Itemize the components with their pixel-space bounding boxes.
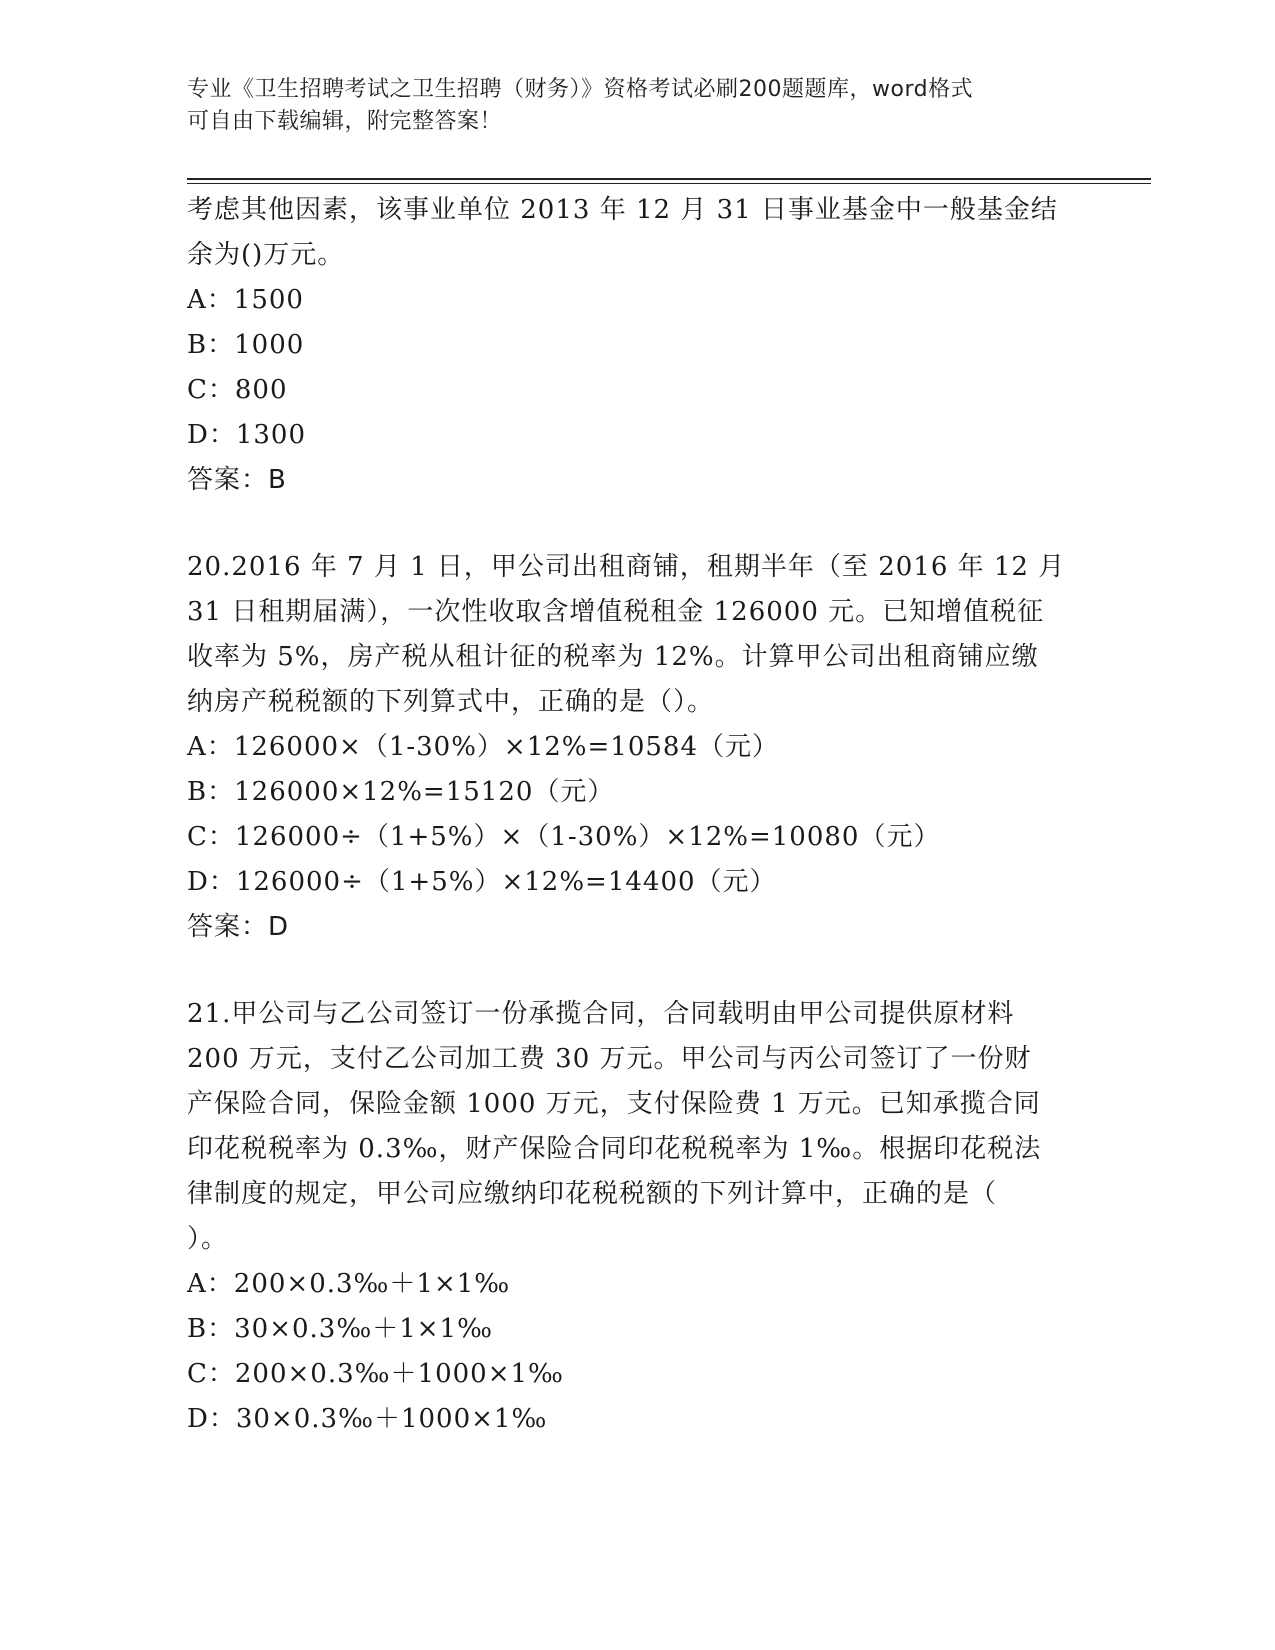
question-text-line: 考虑其他因素，该事业单位 2013 年 12 月 31 日事业基金中一般基金结 (187, 195, 1058, 225)
question-20 (187, 545, 1087, 950)
option-d: D：126000÷（1+5%）×12%=14400（元） (187, 867, 777, 897)
document-body (187, 188, 1087, 1442)
header-rule-thick (187, 178, 1151, 180)
question-text-line: 印花税税率为 0.3‰，财产保险合同印花税税率为 1‰。根据印花税法 (187, 1134, 1042, 1164)
question-text-line: 21.甲公司与乙公司签订一份承揽合同，合同载明由甲公司提供原材料 (187, 999, 1015, 1029)
option-d: D：1300 (187, 420, 307, 450)
question-text-line: ）。 (187, 1224, 229, 1254)
option-b: B：30×0.3‰＋1×1‰ (187, 1314, 493, 1344)
document-header (187, 74, 1087, 138)
answer-line: 答案：D (187, 912, 290, 942)
answer-line: 答案：B (187, 465, 287, 495)
question-text-line: 余为()万元。 (187, 240, 345, 270)
question-21 (187, 992, 1087, 1442)
option-c: C：200×0.3‰＋1000×1‰ (187, 1359, 564, 1389)
header-line-2: 可自由下载编辑，附完整答案！ (187, 109, 503, 134)
option-a: A：200×0.3‰＋1×1‰ (187, 1269, 511, 1299)
question-text-line: 20.2016 年 7 月 1 日，甲公司出租商铺，租期半年（至 2016 年 12 月 (187, 552, 1066, 582)
question-text-line: 产保险合同，保险金额 1000 万元，支付保险费 1 万元。已知承揽合同 (187, 1089, 1041, 1119)
question-text-line: 纳房产税税额的下列算式中，正确的是（）。 (187, 687, 715, 717)
option-b: B：1000 (187, 330, 305, 360)
question-text-line: 31 日租期届满），一次性收取含增值税租金 126000 元。已知增值税征 (187, 597, 1045, 627)
header-line-1: 专业《卫生招聘考试之卫生招聘（财务）》资格考试必刷200题题库，word格式 (187, 77, 974, 102)
header-rule-thin (187, 183, 1151, 184)
question-text-line: 200 万元，支付乙公司加工费 30 万元。甲公司与丙公司签订了一份财 (187, 1044, 1032, 1074)
spacer (187, 503, 1087, 545)
question-19 (187, 188, 1087, 503)
option-c: C：126000÷（1+5%）×（1-30%）×12%=10080（元） (187, 822, 941, 852)
question-text-line: 律制度的规定，甲公司应缴纳印花税税额的下列计算中，正确的是（ (187, 1179, 998, 1209)
option-d: D：30×0.3‰＋1000×1‰ (187, 1404, 548, 1434)
spacer (187, 950, 1087, 992)
option-c: C：800 (187, 375, 288, 405)
question-text-line: 收率为 5%，房产税从租计征的税率为 12%。计算甲公司出租商铺应缴 (187, 642, 1039, 672)
option-a: A：126000×（1-30%）×12%=10584（元） (187, 732, 779, 762)
option-a: A：1500 (187, 285, 304, 315)
option-b: B：126000×12%=15120（元） (187, 777, 615, 807)
